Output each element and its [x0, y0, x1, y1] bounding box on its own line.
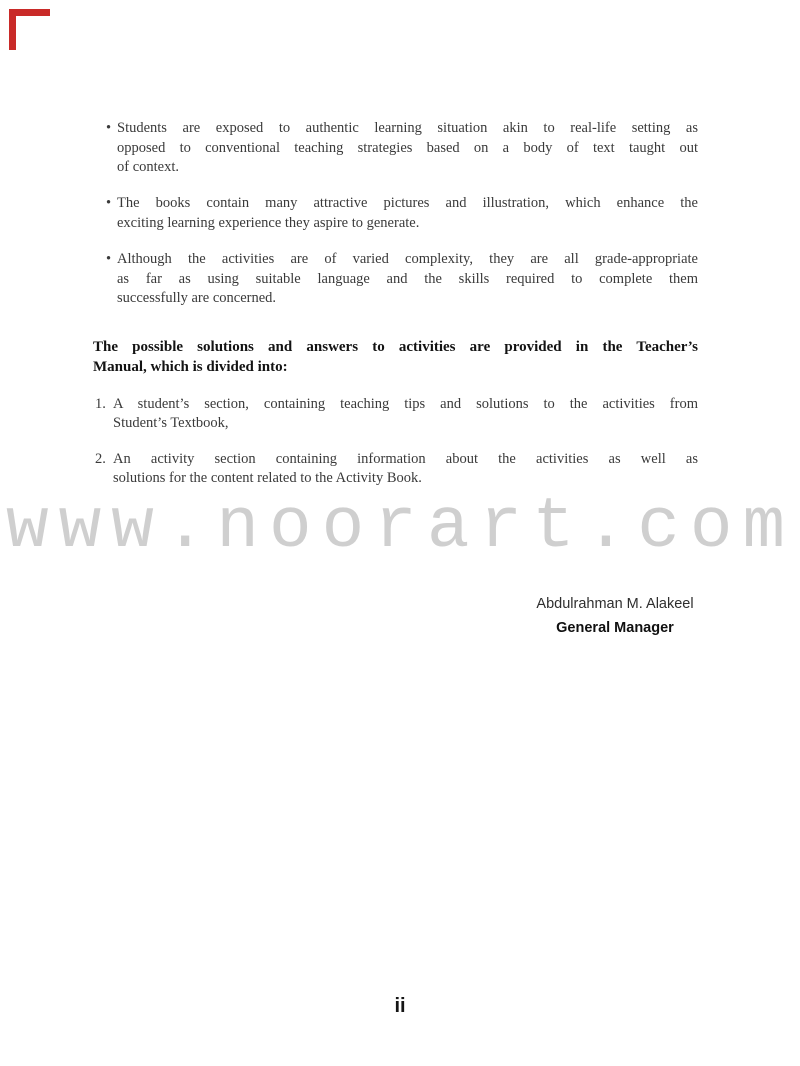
page-number: ii — [394, 995, 406, 1017]
text-line: Student’s Textbook, — [113, 415, 229, 431]
text-line: Although the activities are of varied complexity, they are all grade-appropriate — [117, 251, 698, 267]
bullet-item — [93, 119, 698, 178]
red-corner-mark — [9, 9, 50, 50]
text-line: as far as using suitable language and the skills required to complete them — [117, 270, 698, 287]
bullet-item — [93, 194, 698, 233]
item-number: 2. — [95, 450, 106, 467]
text-line: successfully are concerned. — [117, 290, 277, 306]
item-number: 1. — [95, 395, 106, 412]
heading-line: Manual, which is divided into: — [93, 358, 288, 375]
text-line: The books contain many attractive pictures and illustration, which enhance the — [117, 195, 698, 211]
text-line: of context. — [117, 159, 180, 175]
text-line: exciting learning experience they aspire to generate. — [117, 214, 420, 231]
bullet-marker: • — [106, 120, 112, 136]
numbered-item — [93, 395, 698, 434]
numbered-item — [93, 450, 698, 489]
text-line: Students are exposed to authentic learning situation akin to real-life setting as — [117, 120, 698, 136]
signature-block — [505, 595, 725, 637]
noorart-watermark: www.noorart.com — [6, 488, 796, 568]
bullet-marker: • — [106, 251, 112, 267]
text-line: An activity section containing information about the activities as well as — [113, 450, 698, 467]
signatory-title: General Manager — [556, 620, 674, 636]
text-line: opposed to conventional teaching strategies based on a body of text taught out — [117, 139, 698, 156]
text-line: A student’s section, containing teaching tips and solutions to the activities from — [113, 395, 698, 412]
bullet-item — [93, 250, 698, 309]
text-line: solutions for the content related to the Activity Book. — [113, 470, 422, 486]
bullet-marker: • — [106, 195, 112, 211]
heading-line: The possible solutions and answers to activities are provided in the Teacher’s — [93, 338, 698, 355]
section-heading — [93, 337, 698, 377]
signatory-name: Abdulrahman M. Alakeel — [536, 596, 694, 612]
page-content — [93, 119, 698, 489]
